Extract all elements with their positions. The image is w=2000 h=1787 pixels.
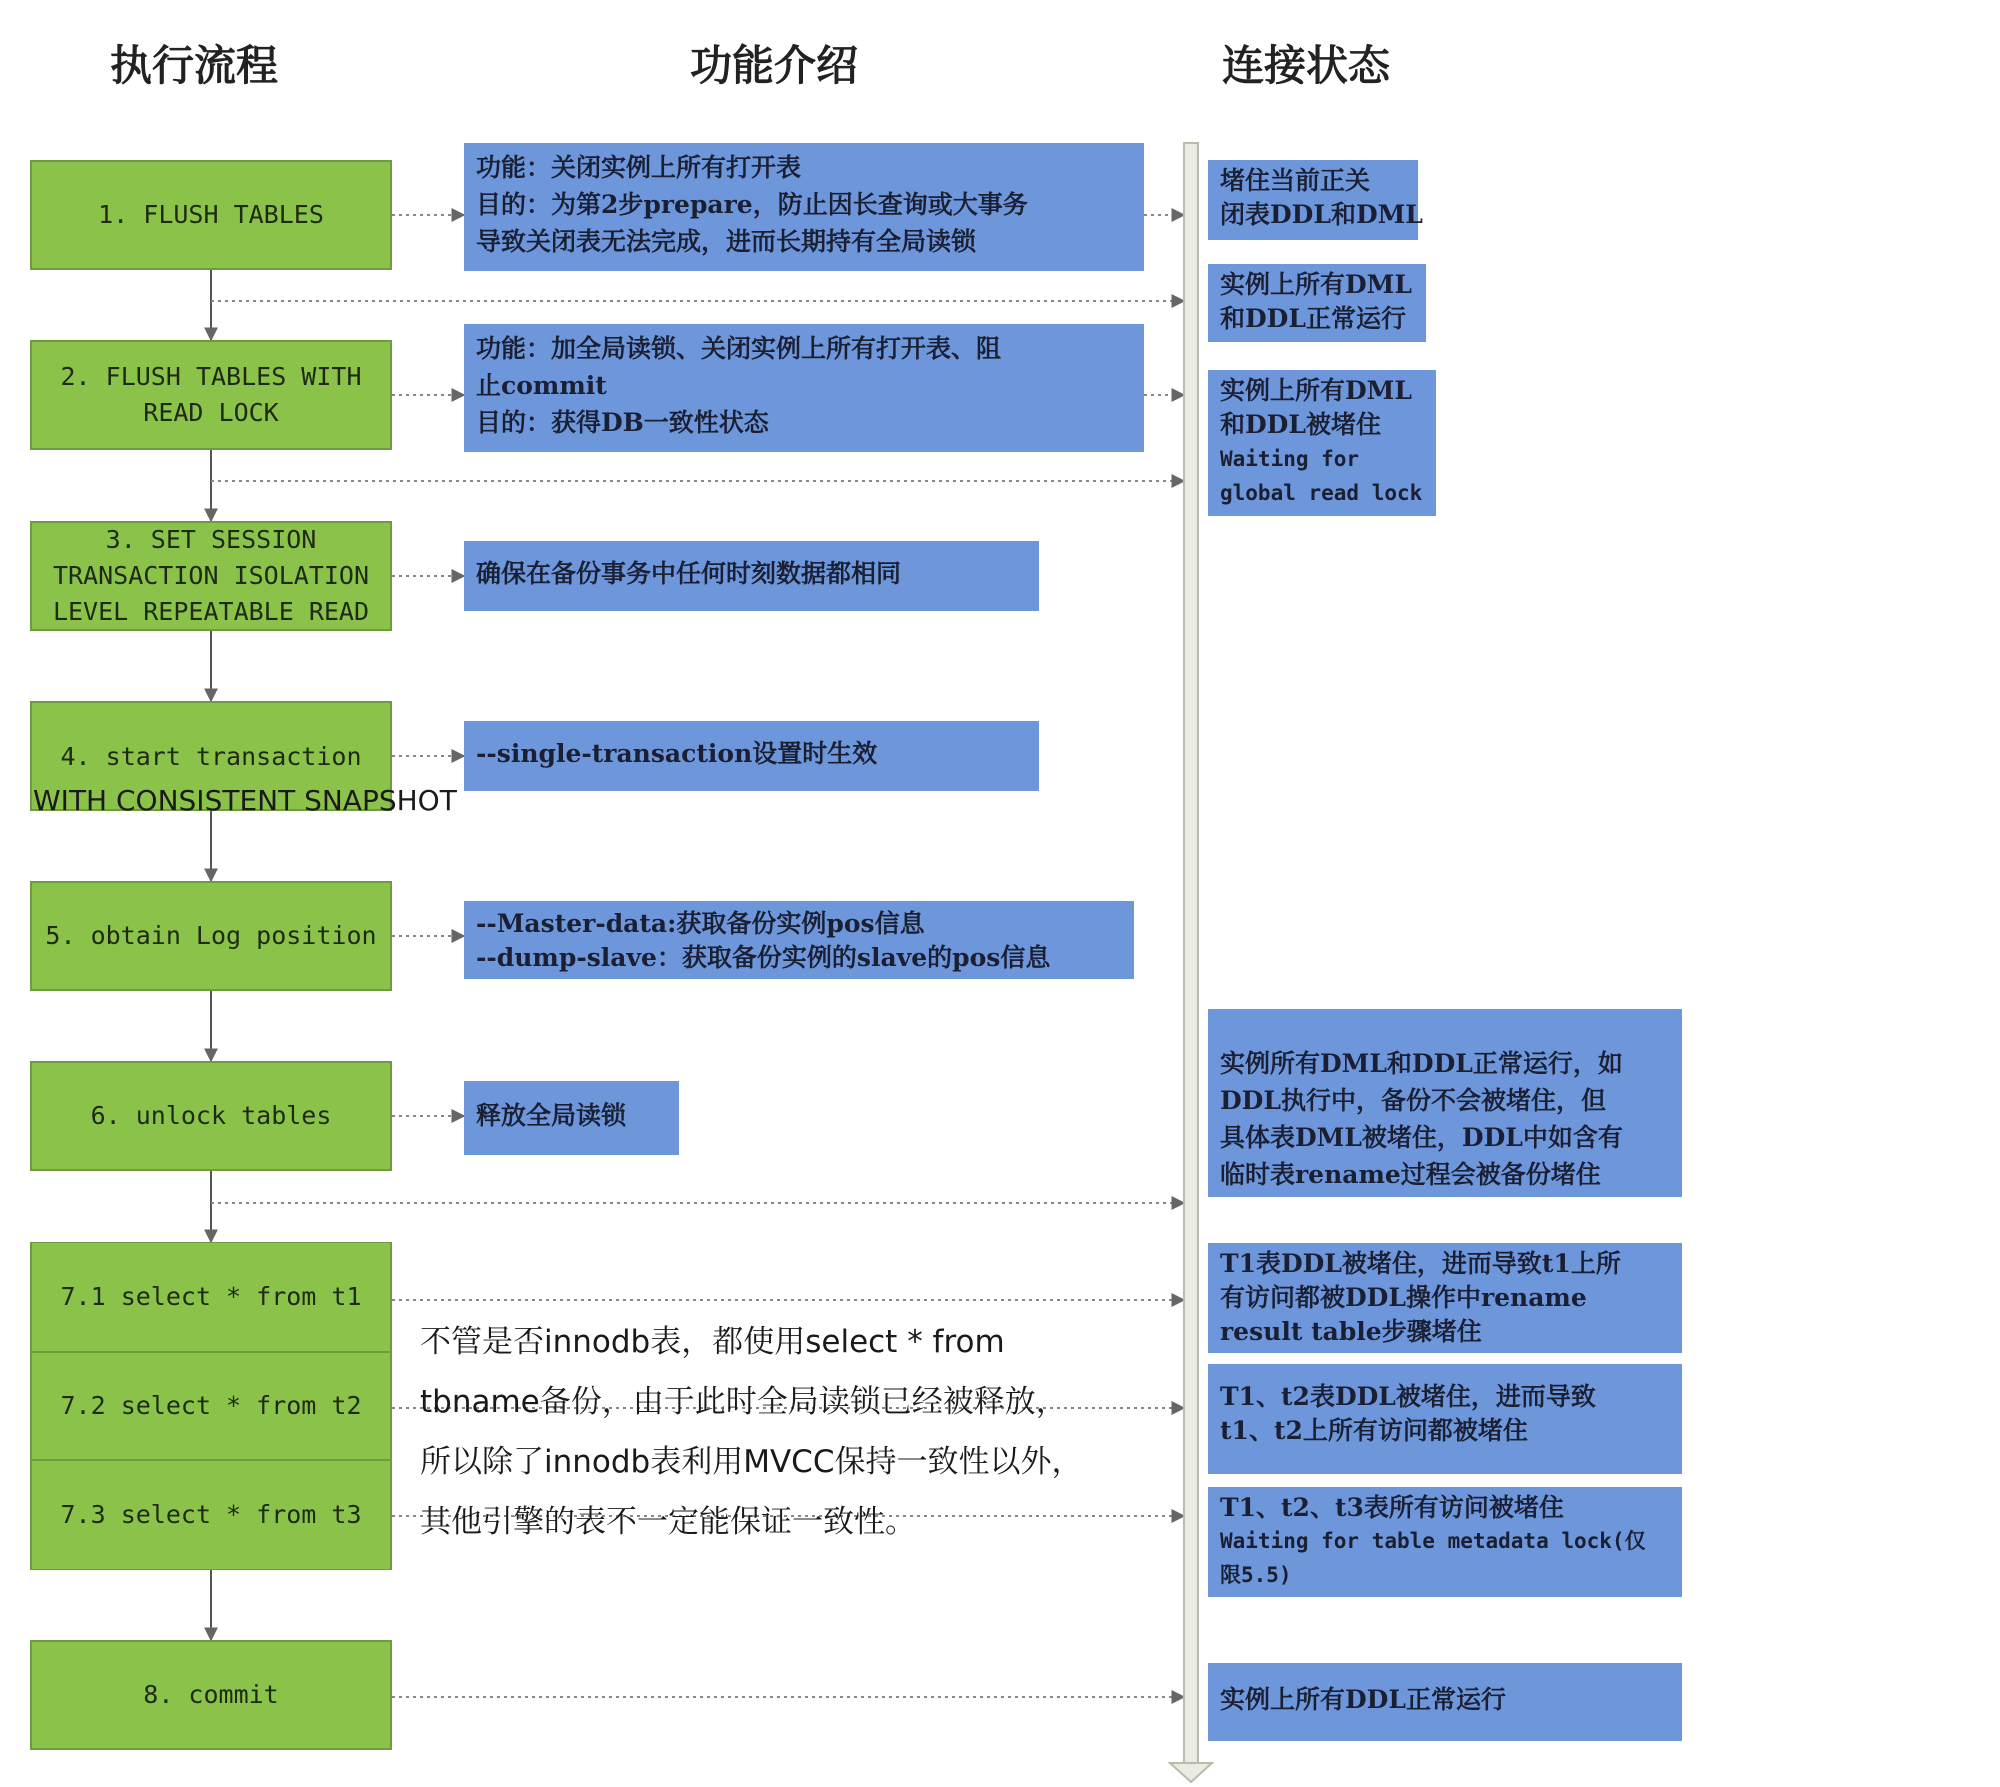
- step-4-extra-text: WITH CONSISTENT SNAPSHOT: [33, 784, 457, 817]
- state-t1-t2-blocked: [1208, 1364, 1682, 1474]
- state-6-line-2: t1、t2上所有访问都被堵住: [1220, 1416, 1528, 1445]
- desc-3-line-1: 确保在备份事务中任何时刻数据都相同: [476, 559, 902, 588]
- state-ddl-normal: [1208, 1663, 1682, 1741]
- step-commit: [30, 1640, 392, 1750]
- header-flow: 执行流程: [110, 41, 279, 90]
- step-flush-tables: [30, 160, 392, 270]
- state-t1-t2-t3-blocked: [1208, 1487, 1682, 1597]
- desc-1-line-3: 导致关闭表无法完成，进而长期持有全局读锁: [476, 227, 977, 256]
- state-3-wait-line-2: global read lock: [1220, 481, 1423, 505]
- state-3-wait-line-1: Waiting for: [1220, 447, 1360, 471]
- desc-5-line-1: --Master-data:获取备份实例pos信息: [476, 909, 925, 938]
- state-3-line-1: 实例上所有DML: [1220, 376, 1412, 405]
- state-6-line-1: T1、t2表DDL被堵住，进而导致: [1220, 1382, 1596, 1411]
- desc-log-position: [464, 901, 1134, 979]
- state-7-wait-line-1: Waiting for table metadata lock(仅: [1220, 1529, 1646, 1553]
- state-block-closing-tables: [1208, 160, 1423, 240]
- state-7-line-1: T1、t2、t3表所有访问被堵住: [1220, 1493, 1564, 1522]
- state-2-line-2: 和DDL正常运行: [1220, 304, 1406, 333]
- state-4-line-3: 具体表DML被堵住，DDL中如含有: [1220, 1123, 1623, 1152]
- state-8-line-1: 实例上所有DDL正常运行: [1220, 1685, 1506, 1714]
- header-function: 功能介绍: [690, 41, 859, 90]
- desc-isolation-level: [464, 541, 1039, 611]
- step-7-3-line-1: 7.3 select * from t3: [60, 1500, 362, 1529]
- state-global-read-lock: [1208, 370, 1436, 516]
- step-5-line-1: 5. obtain Log position: [45, 921, 377, 950]
- desc-connectors: [392, 215, 464, 1116]
- select-note: [420, 1312, 1082, 1552]
- desc-flush-tables-read-lock: [464, 324, 1144, 452]
- state-7-wait-line-2: 限5.5): [1220, 1563, 1292, 1587]
- desc-flush-tables: [464, 143, 1144, 271]
- state-5-line-2: 有访问都被DDL操作中rename: [1220, 1283, 1587, 1312]
- desc-2-line-1: 功能：加全局读锁、关闭实例上所有打开表、阻: [476, 334, 1002, 363]
- state-1-line-2: 闭表DDL和DML: [1220, 200, 1423, 229]
- state-5-line-1: T1表DDL被堵住，进而导致t1上所: [1220, 1249, 1621, 1278]
- desc-6-line-1: 释放全局读锁: [476, 1101, 627, 1130]
- step-3-line-2: TRANSACTION ISOLATION: [52, 561, 370, 590]
- note-line-4: 其他引擎的表不一定能保证一致性。: [420, 1504, 916, 1540]
- step-set-isolation-level: [30, 521, 392, 631]
- state-4-line-4: 临时表rename过程会被备份堵住: [1220, 1160, 1601, 1189]
- desc-5-line-2: --dump-slave：获取备份实例的slave的pos信息: [476, 943, 1051, 972]
- desc-unlock-tables: [464, 1081, 679, 1155]
- step-1-line-1: 1. FLUSH TABLES: [98, 200, 324, 229]
- desc-2-line-2: 止commit: [476, 371, 607, 400]
- state-5-line-3: result table步骤堵住: [1220, 1317, 1482, 1346]
- step-select-t3: [30, 1460, 392, 1570]
- step-select-t1: [30, 1242, 392, 1352]
- step-4-line-1: 4. start transaction: [60, 742, 362, 771]
- step-unlock-tables: [30, 1061, 392, 1171]
- state-2-line-1: 实例上所有DML: [1220, 270, 1412, 299]
- step-3-line-1: 3. SET SESSION: [105, 525, 317, 554]
- step-2-line-1: 2. FLUSH TABLES WITH: [60, 362, 362, 391]
- state-dml-ddl-normal: [1208, 264, 1426, 342]
- state-t1-blocked: [1208, 1243, 1682, 1353]
- note-line-1: 不管是否innodb表，都使用select * from: [420, 1324, 1005, 1360]
- desc-start-transaction: [464, 721, 1039, 791]
- desc-1-line-2: 目的：为第2步prepare，防止因长查询或大事务: [476, 190, 1028, 219]
- step-8-line-1: 8. commit: [143, 1680, 279, 1709]
- step-2-line-2: READ LOCK: [143, 398, 279, 427]
- step-select-t2: [30, 1352, 392, 1460]
- note-line-3: 所以除了innodb表利用MVCC保持一致性以外，: [420, 1444, 1083, 1480]
- desc-2-line-3: 目的：获得DB一致性状态: [476, 408, 769, 437]
- step-flush-tables-with-read-lock: [30, 340, 392, 450]
- step-7-1-line-1: 7.1 select * from t1: [60, 1282, 362, 1311]
- step-7-2-line-1: 7.2 select * from t2: [60, 1391, 362, 1420]
- desc-1-line-1: 功能：关闭实例上所有打开表: [476, 153, 802, 182]
- state-4-line-1: 实例所有DML和DDL正常运行，如: [1220, 1049, 1623, 1078]
- step-obtain-log-position: [30, 881, 392, 991]
- desc-4-line-1: --single-transaction设置时生效: [476, 739, 878, 768]
- timeline-bar: [1170, 143, 1212, 1782]
- note-line-2: tbname备份，由于此时全局读锁已经被释放，: [420, 1384, 1067, 1420]
- state-after-unlock: [1208, 1009, 1682, 1197]
- state-1-line-1: 堵住当前正关: [1220, 166, 1371, 195]
- step-6-line-1: 6. unlock tables: [90, 1101, 332, 1130]
- header-connection: 连接状态: [1222, 41, 1391, 90]
- state-3-line-2: 和DDL被堵住: [1220, 410, 1381, 439]
- step-3-line-3: LEVEL REPEATABLE READ: [52, 597, 370, 626]
- state-4-line-2: DDL执行中，备份不会被堵住，但: [1220, 1086, 1606, 1115]
